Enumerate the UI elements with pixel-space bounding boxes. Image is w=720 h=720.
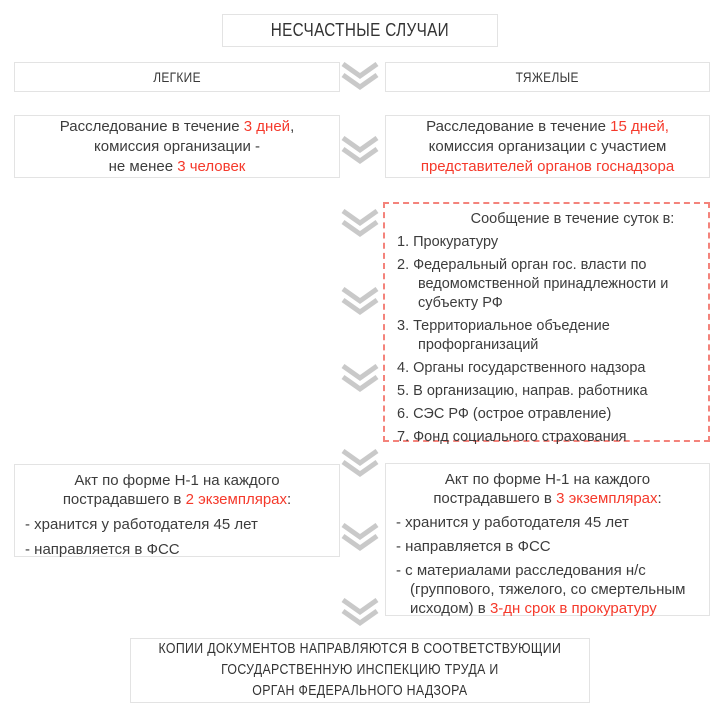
text-line: ОРГАН ФЕДЕРАЛЬНОГО НАДЗОРА (252, 683, 468, 699)
text-line: не менее 3 человек (108, 157, 246, 175)
double-chevron-down-icon (340, 364, 380, 394)
text-line: 3. Территориальное объедение профорганизаций (397, 318, 610, 353)
text-line: - направляется в ФСС (396, 538, 551, 555)
text-line: 7. Фонд социального страхования (397, 429, 627, 445)
text-line: 2. Федеральный орган гос. власти по ведомомственной принадлежности и субъекту РФ (397, 257, 669, 311)
bottom-note-text (159, 639, 562, 702)
text-line: Сообщение в течение суток в: (470, 211, 675, 227)
text-line: - с материалами расследования н/с (группового, тяжелого, со смертельным исходом) в 3-дн срок в прокуратуру (396, 562, 686, 617)
text-line: 5. В организацию, направ. работника (397, 383, 648, 399)
bottom-note-box (130, 638, 590, 703)
text-line: 1. Прокуратуру (397, 234, 499, 250)
text-line: Акт по форме Н-1 на каждого (444, 471, 651, 488)
double-chevron-down-icon (340, 523, 380, 553)
text-line: 6. СЭС РФ (острое отравление) (397, 406, 612, 422)
text-line: Акт по форме Н-1 на каждого (74, 472, 280, 489)
text-line: представителей органов госнадзора (420, 157, 675, 175)
text-line: Расследование в течение 3 дней, (59, 117, 295, 135)
text-line: КОПИИ ДОКУМЕНТОВ НАПРАВЛЯЮТСЯ В СООТВЕТСТВУЮЩИИ (158, 641, 562, 657)
page-title: НЕСЧАСТНЫЕ СЛУЧАИ (270, 20, 450, 40)
text-line: комиссия организации с участием (428, 137, 667, 155)
column-header-severe (385, 62, 710, 92)
double-chevron-down-icon (340, 136, 380, 166)
notification-box (383, 202, 710, 445)
column-header-light-label: ЛЕГКИЕ (153, 69, 201, 85)
text-line: 4. Органы государственного надзора (397, 360, 646, 376)
double-chevron-down-icon (340, 287, 380, 317)
investigation-light-box (14, 115, 340, 178)
text-line: комиссия организации - (94, 137, 260, 155)
text-line: пострадавшего в 2 экземплярах: (62, 491, 292, 508)
text-line: - хранится у работодателя 45 лет (25, 516, 258, 533)
column-header-severe-label: ТЯЖЕЛЫЕ (515, 69, 580, 85)
double-chevron-down-icon (340, 209, 380, 239)
double-chevron-down-icon (340, 449, 380, 479)
double-chevron-down-icon (340, 598, 380, 628)
act-light-box (14, 464, 340, 557)
investigation-severe-box (385, 115, 710, 178)
text-line: ГОСУДАРСТВЕННУЮ ИНСПЕКЦИЮ ТРУДА И (221, 662, 499, 678)
text-line: Расследование в течение 15 дней, (426, 117, 669, 135)
column-header-light (14, 62, 340, 92)
double-chevron-down-icon (340, 62, 380, 92)
text-line: - хранится у работодателя 45 лет (396, 514, 629, 531)
text-line: - направляется в ФСС (25, 541, 180, 558)
title-box (222, 14, 498, 47)
act-severe-box (385, 463, 710, 616)
text-line: пострадавшего в 3 экземплярах: (433, 490, 662, 507)
